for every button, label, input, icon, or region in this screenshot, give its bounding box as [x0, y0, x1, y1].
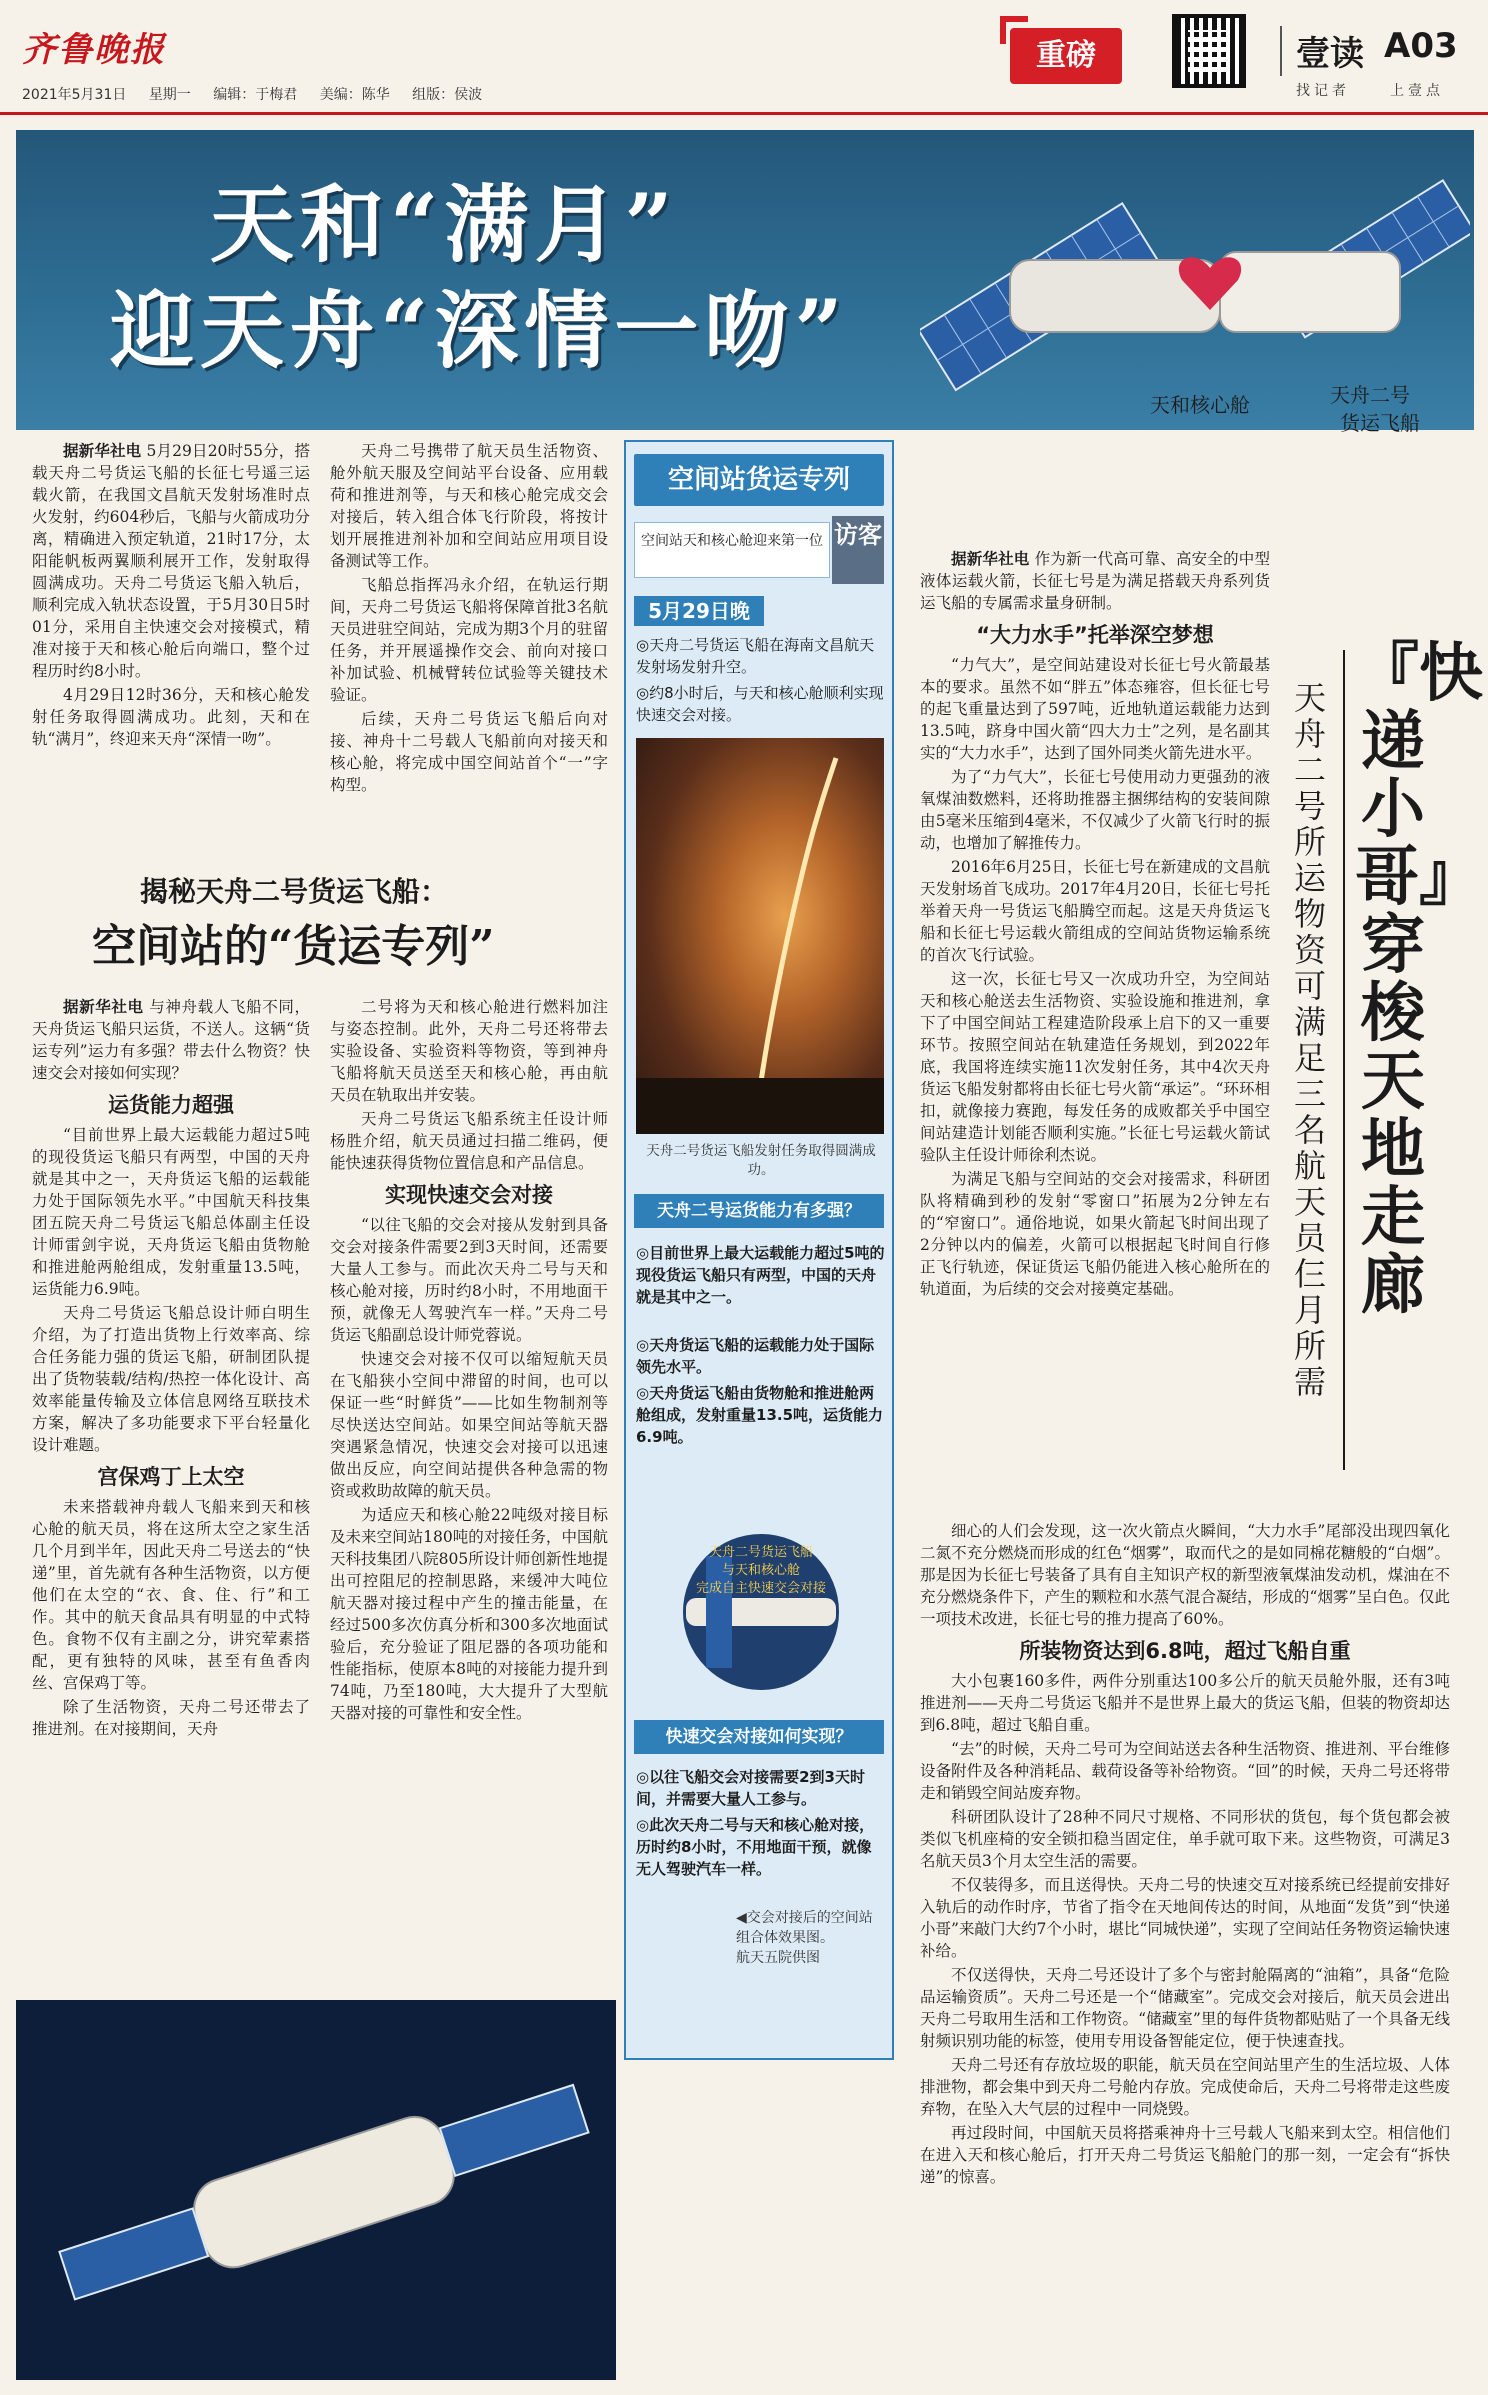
sidebar-answer: ◎天舟货运飞船由货物舱和推进舱两舱组成，发射重量13.5吨，运货能力6.9吨。	[636, 1384, 884, 1446]
sidebar-item: ◎约8小时后，与天和核心舱顺利实现快速交会对接。	[636, 684, 884, 724]
paragraph: 这一次，长征七号又一次成功升空，为空间站天和核心舱送去生活物资、实验设施和推进剂，拿下了中国空间站工程建造阶段承上启下的又一重要环节。按照空间站在轨建造任务规划，到2022年底，我国将连续实施11次发射任务，其中4次天舟货运飞船发射都将由长征七号火箭“承运”。“环环相扣，就像接力赛跑，每发任务的成败都关乎中国空间站建造计划能否顺利实施。”长征七号运载火箭试验队主任设计师徐利杰说。	[920, 970, 1270, 1164]
illus-text-2: 与天和核心舱	[721, 1563, 801, 1578]
paragraph: 大小包裹160多件，两件分别重达100多公斤的航天员舱外服，还有3吨推进剂——天舟二号货运飞船并不是世界上最大的货运飞船，但装的物资却达到6.8吨，超过飞船自重。	[920, 1672, 1450, 1734]
paragraph: 不仅送得快，天舟二号还设计了多个与密封舱隔离的“油箱”，具备“危险品运输资质”。天舟二号还是一个“储藏室”。完成交会对接后，航天员会进出天舟二号取用生活和工作物资。“储藏室”里的每件货物都贴贴了一个具备无线射频识别功能的标签，使用专用设备智能定位，便于快速查找。	[920, 1966, 1450, 2050]
section-tag	[1000, 16, 1130, 86]
paragraph: 未来搭载神舟载人飞船来到天和核心舱的航天员，将在这所太空之家生活几个月到半年，因此天舟二号送去的“快递”里，首先就有各种生活物资，以方便他们在太空的“衣、食、住、行”和工作。其中的航天食品具有明显的中式特色。食物不仅有主副之分，讲究荤素搭配，更有独特的风味，甚至有鱼香肉丝、宫保鸡丁等。	[32, 1498, 310, 1692]
article3-title: 『快递小哥』穿梭天地走廊	[1355, 636, 1483, 1323]
subheading: 实现快速交会对接	[385, 1183, 553, 1207]
issue-weekday: 星期一	[148, 87, 191, 103]
divider	[1280, 26, 1282, 76]
sidebar-subheader: 空间站天和核心舱迎来第一位	[634, 522, 830, 578]
sidebar-box	[624, 440, 894, 2060]
issue-date: 2021年5月31日	[22, 87, 127, 103]
masthead	[0, 0, 1488, 118]
header-rule	[0, 112, 1488, 115]
dateline: 据新华社电	[63, 998, 144, 1016]
article2-kicker: 揭秘天舟二号货运飞船：	[140, 875, 449, 908]
sidebar-answer: ◎目前世界上最大运载能力超过5吨的现役货运飞船只有两型，中国的天舟就是其中之一。	[636, 1244, 885, 1306]
article2-col2	[330, 996, 608, 1726]
article1-col2	[330, 440, 608, 798]
illus-text-3: 完成自主快速交会对接	[695, 1581, 827, 1596]
paragraph: 2016年6月25日，长征七号在新建成的文昌航天发射场首飞成功。2017年4月20日，长征七号托举着天舟一号货运飞船腾空而起。这是天舟货运飞船和长征七号运载火箭组成的空间站货物运输系统的首次飞行试验。	[920, 858, 1270, 964]
paragraph: 不仅装得多，而且送得快。天舟二号的快速交互对接系统已经提前安排好入轨后的动作时序，节省了指令在天地间传达的时间，从地面“发货”到“快递小哥”来敲门大约7个小时，堪比“同城快递”，实现了空间站任务物资运输快速补给。	[920, 1876, 1450, 1960]
editor-credit: 编辑：于梅君	[213, 87, 298, 103]
illus-text-1: 天舟二号货运飞船	[708, 1545, 814, 1560]
sidebar-answer: ◎天舟货运飞船的运载能力处于国际领先水平。	[636, 1336, 875, 1376]
paragraph: 作为新一代高可靠、高安全的中型液体运载火箭，长征七号是为满足搭载天舟系列货运飞船的专属需求量身研制。	[920, 550, 1270, 612]
paragraph: 为满足飞船与空间站的交会对接需求，科研团队将精确到秒的发射“零窗口”拓展为2分钟左右的“窄窗口”。通俗地说，如果火箭起飞时间出现了2分钟以内的偏差，火箭可以根据起飞时间自行修正飞行轨迹，保证货运飞船仍能进入核心舱所在的轨道面，为后续的交会对接奠定基础。	[920, 1170, 1270, 1298]
paragraph: 4月29日12时36分，天和核心舱发射任务取得圆满成功。此刻，天和在轨“满月”，终迎来天舟“深情一吻”。	[32, 686, 310, 748]
dateline: 据新华社电	[951, 550, 1030, 568]
subheading: 运货能力超强	[108, 1093, 234, 1117]
banner-title-line2: 迎天舟“深情一吻”	[110, 281, 849, 380]
paragraph: 与神舟载人飞船不同，天舟货运飞船只运货，不送人。这辆“货运专列”运力有多强？带去什么物资？快速交会对接如何实现？	[32, 998, 310, 1082]
paragraph: “去”的时候，天舟二号可为空间站送去各种生活物资、推进剂、平台维修设备附件及各种消耗品、载荷设备等补给物资。“回”的时候，天舟二号还将带走和销毁空间站废弃物。	[920, 1740, 1450, 1802]
title-divider	[1343, 650, 1345, 1470]
docking-illustration	[646, 1532, 876, 1692]
section-label: 重磅	[1010, 28, 1122, 84]
visitor-badge: 访客	[832, 516, 884, 584]
paragraph: 再过段时间，中国航天员将搭乘神舟十三号载人飞船来到太空。相信他们在进入天和核心舱后，打开天舟二号货运飞船舱门的那一刻，一定会有“拆快递”的惊喜。	[920, 2124, 1450, 2186]
illus-credit: 航天五院供图	[736, 1950, 820, 1966]
sidebar-question: 快速交会对接如何实现？	[634, 1720, 884, 1754]
sidebar-date: 5月29日晚	[634, 596, 764, 626]
qr-code-icon	[1172, 14, 1246, 88]
paragraph: 飞船总指挥冯永介绍，在轨运行期间，天舟二号货运飞船将保障首批3名航天员进驻空间站，完成为期3个月的驻留任务，并开展遥操作交会、前向对接口补加试验、机械臂转位试验等关键技术验证。	[330, 576, 608, 704]
article3-subtitle: 天舟二号所运物资可满足三名航天员仨月所需	[1293, 679, 1326, 1401]
paragraph: 二号将为天和核心舱进行燃料加注与姿态控制。此外，天舟二号还将带去实验设备、实验资料等物资，等到神舟飞船将航天员送至天和核心舱，再由航天员在轨取出并安装。	[330, 998, 608, 1104]
launch-photo	[636, 738, 884, 1134]
paragraph: “以往飞船的交会对接从发射到具备交会对接条件需要2到3天时间，还需要大量人工参与。而此次天舟二号与天和核心舱对接，历时约8小时，不用地面干预，就像无人驾驶汽车一样。”天舟二号货运飞船副总设计师党蓉说。	[330, 1216, 608, 1344]
sidebar-answer: ◎此次天舟二号与天和核心舱对接，历时约8小时，不用地面干预，就像无人驾驶汽车一样。	[636, 1816, 875, 1878]
paragraph: 除了生活物资，天舟二号还带去了推进剂。在对接期间，天舟	[32, 1698, 310, 1738]
sidebar-header: 空间站货运专列	[634, 454, 884, 506]
subheading: 宫保鸡丁上太空	[97, 1465, 245, 1489]
label-tianhe: 天和核心舱	[1150, 393, 1250, 417]
article2-col1	[32, 996, 310, 1742]
reporter-left: 找记者	[1296, 83, 1350, 99]
sidebar-answer: ◎以往飞船交会对接需要2到3天时间，并需要大量人工参与。	[636, 1768, 865, 1808]
layout-credit: 组版：侯波	[412, 87, 483, 103]
subheading: 所装物资达到6.8吨，超过飞船自重	[1019, 1639, 1351, 1663]
meta-line	[22, 84, 500, 104]
reporter-line	[1296, 80, 1444, 100]
label-tianzhou-2: 货运飞船	[1340, 411, 1420, 435]
yidu-label: 壹读	[1296, 34, 1364, 74]
paragraph: 快速交会对接不仅可以缩短航天员在飞船狭小空间中滞留的时间，也可以保证一些“时鲜货”——比如生物制剂等尽快送达空间站。如果空间站等航天器突遇紧急情况，快速交会对接可以迅速做出反应，向空间站提供各种急需的物资或救助故障的航天员。	[330, 1350, 608, 1500]
paragraph: 5月29日20时55分，搭载天舟二号货运飞船的长征七号遥三运载火箭，在我国文昌航天发射场准时点火发射，约604秒后，飞船与火箭成功分离，精确进入预定轨道，21时17分，太阳能帆板两翼顺利展开工作，发射取得圆满成功。天舟二号货运飞船入轨后，顺利完成入轨状态设置，于5月30日5时01分，采用自主快速交会对接模式，精准对接于天和核心舱后向端口，整个过程历时约8小时。	[32, 442, 310, 680]
paragraph: 天舟二号还有存放垃圾的职能，航天员在空间站里产生的生活垃圾、人体排泄物，都会集中到天舟二号舱内存放。完成使命后，天舟二号将带走这些废弃物，在坠入大气层的过程中一同烧毁。	[920, 2056, 1450, 2118]
tianzhou-module	[1220, 252, 1400, 332]
paragraph: 细心的人们会发现，这一次火箭点火瞬间，“大力水手”尾部没出现四氧化二氮不充分燃烧而形成的红色“烟雾”，取而代之的是如同棉花糖般的“白烟”。那是因为长征七号装备了具有自主知识产权的新型液氧煤油发动机，煤油在不充分燃烧条件下，产生的颗粒和水蒸气混合凝结，形成的“烟雾”呈白色。仅此一项技术改进，长征七号的推力提高了60%。	[920, 1522, 1450, 1628]
sidebar-question: 天舟二号运货能力有多强？	[634, 1194, 884, 1228]
paragraph: 天舟二号携带了航天员生活物资、舱外航天服及空间站平台设备、应用载荷和推进剂等，与天和核心舱完成交会对接后，转入组合体飞行阶段，将按计划开展推进剂补加和空间站应用项目设备测试等工作。	[330, 442, 608, 570]
page-number: A03	[1384, 26, 1458, 66]
rocket-trail-icon	[636, 738, 884, 1134]
label-tianzhou-1: 天舟二号	[1330, 383, 1410, 407]
article1-col1	[32, 440, 310, 752]
paragraph: 为适应天和核心舱22吨级对接目标及未来空间站180吨的对接任务，中国航天科技集团八院805所设计师创新性地提出可控阻尼的控制思路，来缓冲大吨位航天器对接过程中产生的撞击能量，在经过500多次仿真分析和300多次地面试验后，充分验证了阻尼器的各项功能和性能指标，使原本8吨的对接能力提升到74吨，乃至180吨，大大提升了大型航天器对接的可靠性和安全性。	[330, 1506, 608, 1722]
paragraph: 天舟二号货运飞船系统主任设计师杨胜介绍，航天员通过扫描二维码，便能快速获得货物位置信息和产品信息。	[330, 1110, 608, 1172]
article2-headline: 空间站的“货运专列”	[92, 921, 495, 972]
subheading: “大力水手”托举深空梦想	[976, 623, 1214, 647]
spacecraft-earth-illustration	[16, 2000, 616, 2380]
dateline: 据新华社电	[63, 442, 142, 460]
paragraph: 为了“力气大”，长征七号使用动力更强劲的液氧煤油数燃料，还将助推器主捆绑结构的安装间隙由5毫米压缩到4毫米，不仅减少了火箭飞行时的振动，也增加了解推传力。	[920, 768, 1270, 852]
photo-caption: 天舟二号货运飞船发射任务取得圆满成功。	[646, 1143, 876, 1178]
paper-name: 齐鲁晚报	[22, 30, 166, 70]
paragraph: 天舟二号货运飞船总设计师白明生介绍，为了打造出货物上行效率高、综合任务能力强的货运飞船，研制团队提出了货物装载/结构/热控一体化设计、高效率能量传输及立体信息网络互联技术方案，解决了多功能要求下平台轻量化设计难题。	[32, 1304, 310, 1454]
paragraph: “力气大”，是空间站建设对长征七号火箭最基本的要求。虽然不如“胖五”体态雍容，但长征七号的起飞重量达到了597吨，近地轨道运载能力达到13.5吨，跻身中国火箭“四大力士”之列，是名副其实的“大力水手”，达到了国外同类火箭先进水平。	[920, 656, 1270, 762]
space-station-illustration	[920, 140, 1470, 450]
paragraph: 后续，天舟二号货运飞船后向对接、神舟十二号载人飞船前向对接天和核心舱，将完成中国空间站首个“一”字构型。	[330, 710, 608, 794]
paragraph: 科研团队设计了28种不同尺寸规格、不同形状的货包，每个货包都会被类似飞机座椅的安全锁扣稳当固定住，单手就可取下来。这些物资，可满足3名航天员3个月太空生活的需要。	[920, 1808, 1450, 1870]
sidebar-item: ◎天舟二号货运飞船在海南文昌航天发射场发射升空。	[636, 636, 875, 676]
article3-body	[920, 1520, 1450, 2190]
banner-title-line1: 天和“满月”	[210, 175, 679, 274]
illus-caption: ◀交会对接后的空间站组合体效果图。 航天五院供图	[736, 1910, 873, 1966]
paragraph: “目前世界上最大运载能力超过5吨的现役货运飞船只有两型，中国的天舟就是其中之一，天舟货运飞船的运载能力处于国际领先水平。”中国航天科技集团五院天舟二号货运飞船总体副主任设计师雷剑宇说，天舟货运飞船由货物舱和推进舱两舱组成，发射重量13.5吨，运货能力6.9吨。	[32, 1126, 310, 1298]
art-credit: 美编：陈华	[319, 87, 390, 103]
reporter-right: 上壹点	[1390, 83, 1444, 99]
article3-lead	[920, 548, 1270, 1302]
